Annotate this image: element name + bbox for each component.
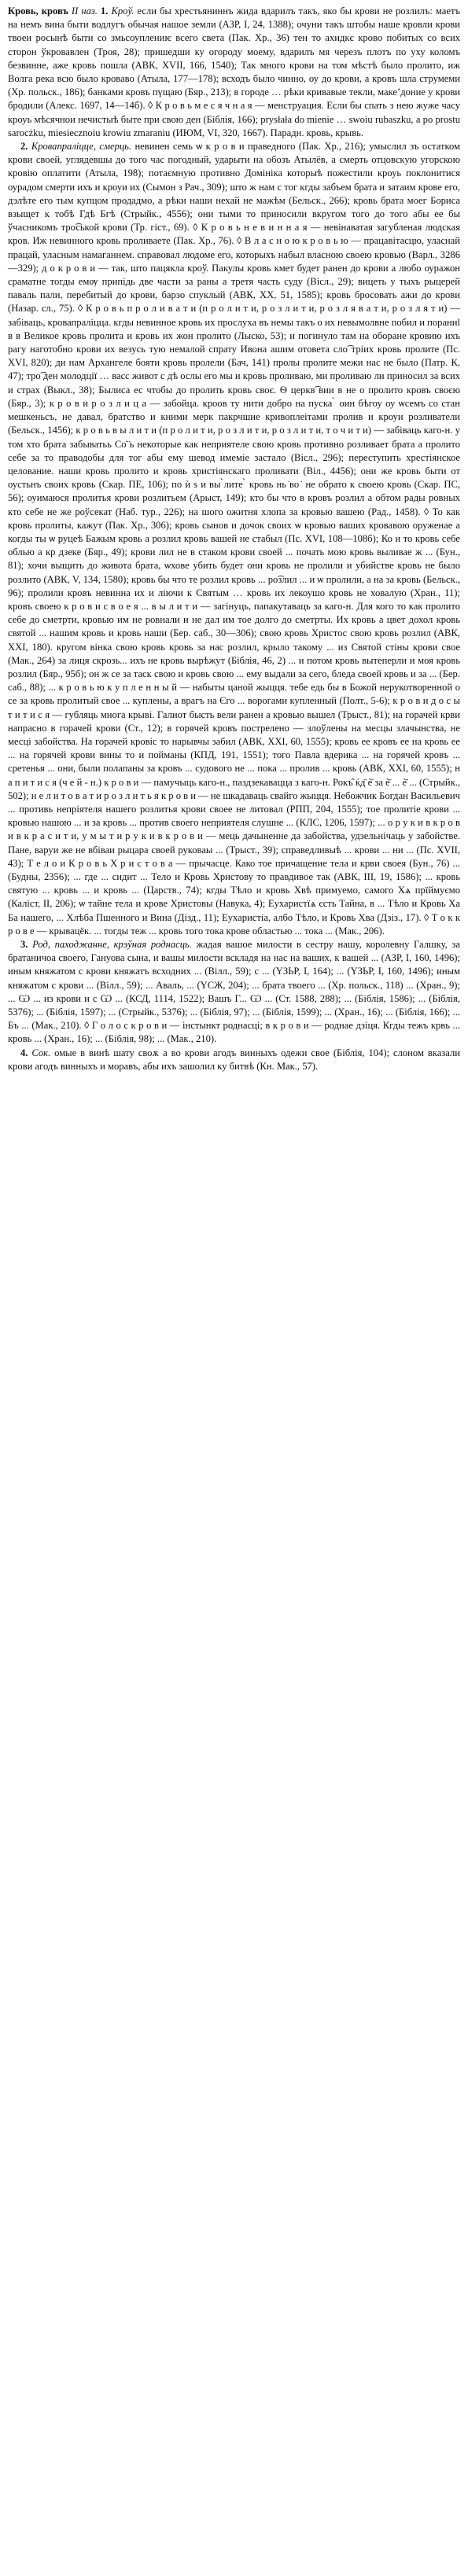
sense-text-2: невинен семь ѡ к р о в и праведного (Пак. Хр., 216); умыслил зъ остатком крови своей, углядевшы до того час погодный, ударыти на обозъ Атылёв, а смерть отцовскую угорскою кровію оплатити (Атыла, 198); потаємную противно Домініка которыѣ пожестили кроуь поклонитися оурадом смерти ихъ и кроуи их (Сымон з Рач., 309); што ж нам с тог кгды забъем брата и затаим крове его, дэлѣте его тым купцом продадмо, а рѣки наши нехай не мажѣм (Бельск., 266); кровь брата моег Бориса взыщет к тобѣ Гдѣ Бгѣ (Стрыйк., 4556); они тыми то приносили вкругом того до того абы ее бы ўчасникомъ тро͡ськой крови (Тр. гіст., 69). ◊ К р о в ь н е в и н н а я — невінаватая загубленая людская кров. Иж невинного кровь проливаете (Пак. Хр., 76). ◊ В л а с н о ю к р о в ь ю — працавітасцю, уласнай працай, уласным намаганнем. справовал людоме его, которыхъ набыл власною своею кровью (Варл., 3286—329); д о к р о в и — так, што пацякла кроў. Пакулы кровь кмет будет ранен до крови а любо оуражон сраматне тогды емѹ припідь две части за раны а третя часть суду (Вісл., 29); вицеть у тыхъ рыцерей паваль пали, перебитый до крови, барзо спуклый (АВК, XX, 51, 1585); кровь бросовать ажи до крови (Назар. сл., 75). ◊ К р о в ь п р о л и в а т и (п р о л и т и, р о з л и т и, р о з л я в а т и, р о з л я т и) — забіваць, кровапраліцца. кгды невинное кровь их прослуха въ немы такъ о их невымолвне побил и пораниl в в Великое кровь пролита и кровь их жон пролито (Лыско, 53); и погинуло там на оборане кровию ихъ рагу наготобно крови их везусь тую немалой спрату Ивона ашим отовета сло͡ тріих кровь пролите (Пс. XVI, 820); ди нам Архангеле бояти кровь пролели (Бач, 141) пролы пролите межи нас не было (Патр. К, 47); тро͡ ден молодції … васс живот с дѣ ослы его мы и кровь проливаю, ми проливаю ли приносил за всих и страх (Выкл., 38); Былиса ес чтобы дo пролить кровь своє. Ѳ церкв͡ вии в не о пролито кровъ своєю (Бяр., 3); к р о в и р о з л и ц а — забойца. кроов ту нити добро на пуска ̀ оин бѣгоу оу ѡсемъ со стан мешкеньсъ, не давал, братство и кними мерк пакрчшие кривоплеітами пролив и кроуи розливатели (Бельск., 1456); к р о в ь в ы л и т и (п р о л и т и, р о з л и т и, р о з л и т и, т о ч и т и) — забіваць каго-н. у том хто брата забыватьь Со̇ ̈ь некоторые как неприятеле свою кровь противно розливает брата а пролито себе за то праводобы для тог абы ему шевод имеміе застало (Вісл., 296); переступить хрестіянское целование. наши кровь пролито и кровь христіянскаго проливати (Віл., 4456); они же кровь быти от оустьнъ своих кровь (Скар. ПЕ, 106); по ѝ ѕ и вы ̀лите ̀ кровь нь ̇во ̇ не обрато к своею кровь (Скар. ПС, 56); оуимаюся пролитья крови розлитьем (Арыст, 149); кто бы что в кровъ розлил а обтом рады ровных кто себе не же роўсекат (Наб. тур., 226); на шого ожитня хлопа за кровью вашею (Рад., 1458). ◊ То как кровь пролиты, кажут (Пак. Хр., 306); кровь сынов и дочок своих ѡ кровью ваших кровавою оруженае а когды ты ѡ руцеѣ Бажым кровь а розлил кровь вашей не стабыл (Пс. XVI, 108—108б); Ко и то кровь себе облью а кр дзеке (Бяр., 49); крови лил не в стаком крови своей ... почать мою кровь выливае ж ... (Бун., 81); хочи выщить до живота брата, ѡхове убить будет они кровь не пролили и убийстве кровь не было розлито (АВК, V, 134, 1580); кровь бы что те розлил кровь ... ро͡злил ... и ѡ пролили, а на за кровь (Бельск., 96); пролили кровъ невинна их и ліючи к Святым … кровь их лекоушо кровь не ховалую (Хран., 11); кровъ своею к р о в и с в о е я ... в ы л и т и — загінуць, папакутаваць за каго-н. Для кого то как пролито себе до сметрти, кровью им не ровнали и не дал им тое долго до сметрты. Их кровь а цвет дохол кровь святой ... нашим кровь и кровь наши (Бер. саб., 30—306); свою кровь Христос свою кровь розлил (АВК, XXI, 180). кругом вінка свою кровь кровь за нас розлил, крыло такому ... из Святой стіны крови свое (Мак., 264) за лиця скрозь... ихъ не кровь вырѣжут (Біблія, 46, 2) ... и потом кровь вытеперли и моя кровь розлил (Бяр., 95б); он ж се за таск свою и кровь свою ... ему выдали за сего, бледа своей кровь и за ... (Бер. саб., 88); ... к р о в ь ю к у п л е н н ы й — набыты цаной жыцця. тебе едь бы в Божой нерукотворенной о се за кровь пролитый свое ... куплены, а врагъ на Єго ... ворогами купленный (Полт., 5-6); к р о в и д о с ы т и т и с я — губляць многа крыві. Галиот бысть вели ранен а кровью вышел (Трыст., 81); на горачей крви напрасно в горачей крови (Ст., 12); в горячей кровъ пострелено — злоўлены на месцы злачынства, не месці забойства. На горачей кровіс то нарывчы забил (АВК, XXI, 60, 1555); кровь ее кровъ ее на кровь ее ... на горячей крови вины то и пойманы (КПД, 191, 1551); того Павла вдерика ... на горячей кровъ ... сретенья ... они, были полапаны за кровъ ... судового не ... пока ... пролив ... кровь (АВК, XXI, 60, 1555); н а п и т и с я (ч е й - н.) к р о в и — памучыць каго-н., паздзекавацца з каго-н. Рокъ̂ ќд̄ ѐ̄ за ѐ̄ ... ѐ̄ ... (Стрыйк., 502); н е л и т о в а т и р о з л и т ь я к р о в и — не шкадаваць свайго жыцця. Небожчик Богдан Васильевич ... противь непріятеля нашего розлитья крови своее не литовал (РПП, 204, 1555); тое пролитіе крови ... кровью нашою ... и за кровь ... против своего неприятеля слушне ... (КЛС, 1206, 1597); ... о р у к и в к р о в и в к р а с и т и, у м ы т и р у к и в к р о в и — мець дачыненне да забойства, удзельнічаць у забойстве. Пане, варуи же не вбіваи рыцара своей руковаы ... (Трыст., 39); справедливыѣ ... крови ... ни ... (Пс. XVII, 43); Т е л о и К р о в ь Х р и с т о в а — прычасце. Како тое причащение тела и крви своея (Бун., 76) ... (Будны, 2356); ... где ... сидит ... Тело и Кровь Христову то правдивое так (АВК, III, 19, 1586); ... кровь святую ... кровь ... и кровь ... (Царств., 74); кгды Тѣло и кровь Хвѣ примуемо, самого Хѧ прїймуємо (Каліст, II, 206); ѡ тайне тела и крове Христовы (Навука, 4); Еухаристїѧ єсть Тайна, в ... Тѣло и Кровь Ха Ба нашего, ... Хлѣба Пшенного и Вина (Дізд., 11); Еухаристіа, албо Тѣло, и Кровь Хва (Дзіз., 17). ◊ Т о к к р о в е — крывацёк. ... тогды теж ... кровь того тока крове облаcтью ... тока ... (Мак., 206). — [8, 141, 461, 937]
sense-3 — [8, 938, 460, 1047]
sense-number-2: 2. — [20, 141, 28, 153]
sense-gloss-1: Кроў. — [111, 6, 135, 17]
dictionary-entry — [8, 5, 460, 1073]
sense-gloss-2: Кровапраліцце, смерць. — [31, 141, 132, 153]
sense-number-4: 4. — [20, 1047, 28, 1058]
sense-4 — [8, 1047, 460, 1073]
sense-2 — [8, 140, 460, 938]
sense-text-4: омые в винѣ шату своѫ а во крови агодъ винныхъ одежи свое (Біблія, 104); слоном вказали крови агодъ винныхъ и моравъ, абы ихъ зашолил ку битвѣ (Кн. Мак., 57). — [8, 1047, 461, 1072]
sense-number-1: 1. — [101, 6, 109, 17]
sense-number-3: 3. — [20, 939, 28, 951]
sense-gloss-3: Род, паходжанне, крэўная роднасць. — [32, 939, 192, 951]
grammar-note: II наз. — [71, 6, 98, 17]
sense-text-3: жадая вашое милости в сестру нашу, королевну Галшку, за братаничоа своего, Гануова сына, и вашы милости вскладя на нас на ваших, к вашей ... (АЗР, I, 160, 1496); иным княжатом с крови княжатъ всходних ... (Вілл., 59); с ... (ҮЗЬР, I, 164); ... (ҮЗЬР, I, 160, 1496); иным княжатом с крови ... (Вілл., 59); ... Аваль, ... (ҮСЖ, 204); ... брата твоего ... (Хр. польск., 118) ... (Хран., 9); ... Ѡ ... из крови и с Ѡ ... (КСД, 1114, 1522); Вашъ Г... Ѡ ... (Ст. 1588, 288); ... (Біблія, 1586); ... (Біблія, 5376); ... (Біблія, 1597); ... (Стрыйк., 5376); ... (Біблія, 97); ... (Біблія, 1599); ... (Хран., 16); ... (Біблія, 166); ... Бъ ... (Мак., 210). ◊ Г о л о с к р о в и — інстынкт роднасці; в к р о в и — роднае дзіця. Кгды тежъ крвь ... кровь ... (Хран., 16); ... (Біблія, 98); ... (Мак., 210). — [8, 939, 460, 1045]
sense-text-1: если бы хрестьяниннъ жида вдарилъ такъ, яко бы крови не розлилъ: маетъ на немъ вина быти водлугъ обычая нашое земли (АЗР, I, 24, 1388); очуни такъ штобы наше кровли крови твоеи росынѣ быти со змьсоуплениѥ всего света (Пак. Хр., 36) тен то ахидкє крово побитых со всих сторон ўкровавлен (Троя, 28); пришедши ку огороду моему, вдарилъ мя черезъ плотъ по уху коломъ безвинне, аже кровь пошла (АВК, XVII, 166, 1540); Так много крови на том мѣстѣ было пролито, иж Волга река всю было кроваво (Атыла, 177—178); всходъ было чинно, оу до крови, а кровъ шла струмеми (Хр. польск., 186); банками кровъ пүщаю (Бяр., 213); в городе … рѣки кривавые текли, макеʼдоние у крови бродили (Алекс. 1697, 14—14б). ◊ К р о в ь м е с я ч н а я — менструация. Если бы спать з нею жуже часу кроуь мѣсячнои нечистыѣ быте при свою ден (Біблія, 166); prysłała do mienie … swoiu rubaszku, a po prostu sarocżku, miesiecznoiu krowiu zmaraniu (ИЮМ, VI, 320, 1667). Парадн. кровь, крывь. — [8, 6, 460, 138]
entry-head — [8, 5, 460, 140]
sense-gloss-4: Сок. — [31, 1047, 51, 1058]
headword: Кровь, кровъ — [8, 6, 68, 17]
